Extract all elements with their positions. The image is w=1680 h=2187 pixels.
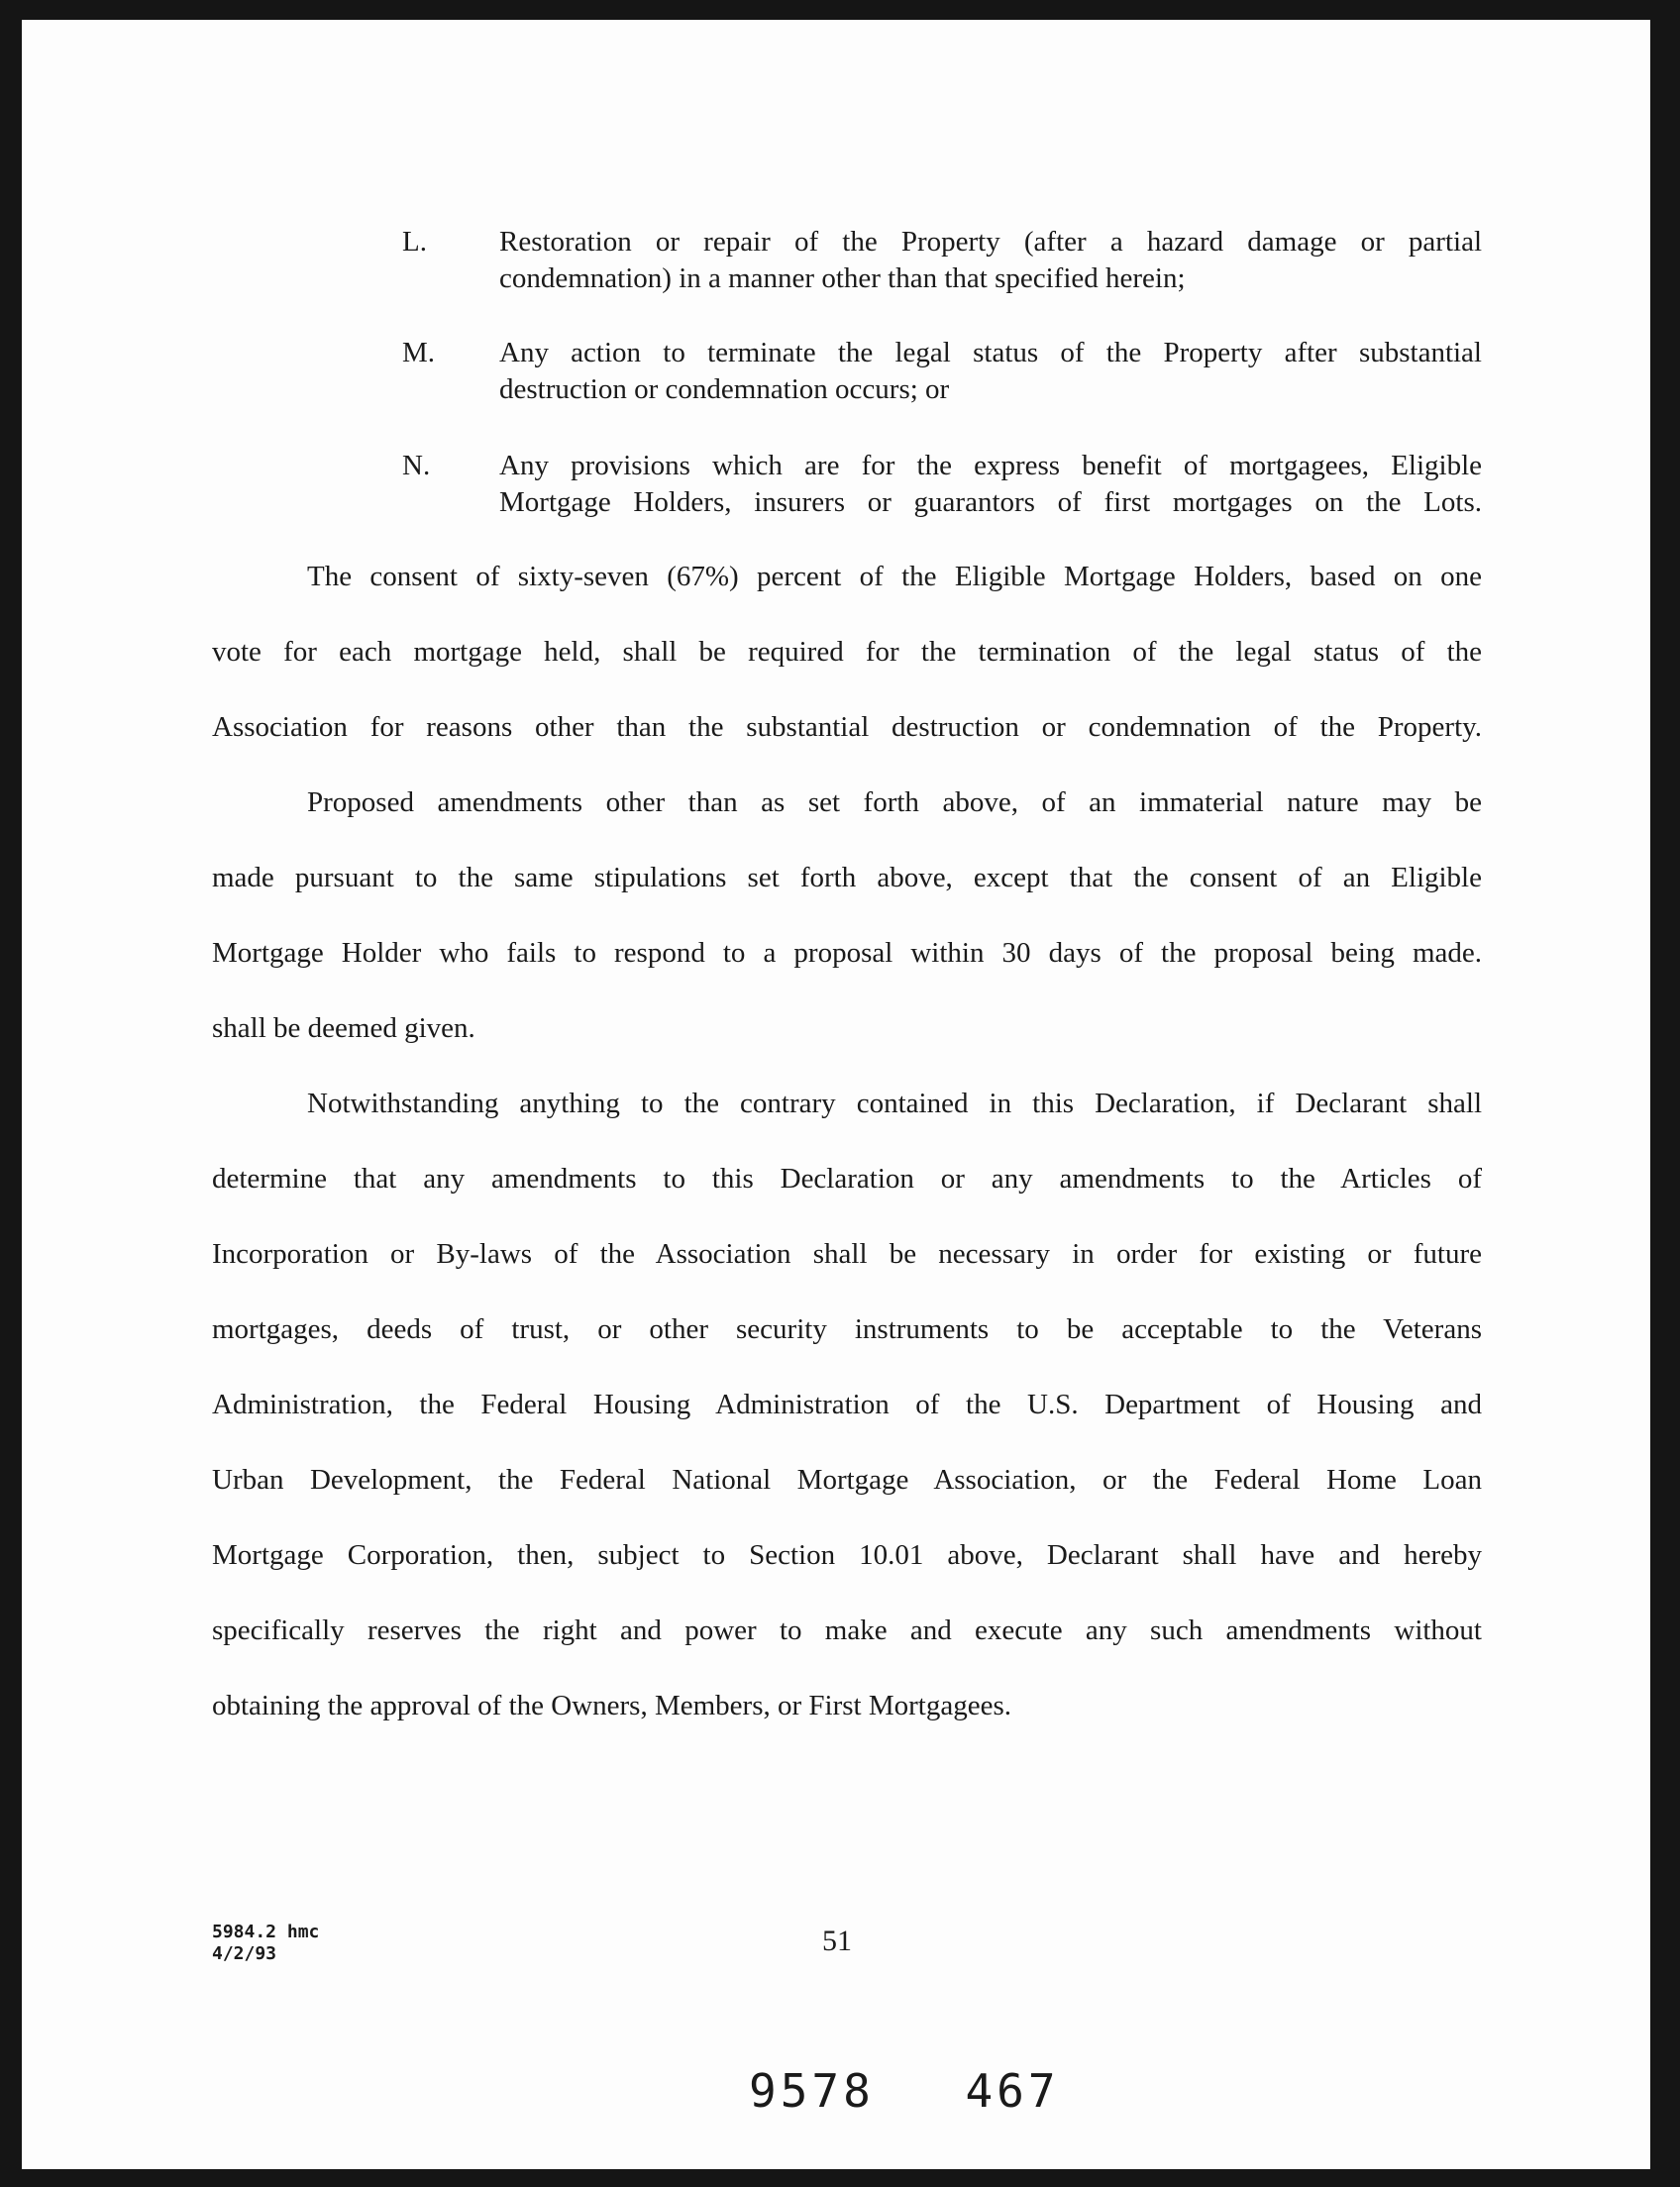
item-text xyxy=(499,224,1482,297)
doc-number-part-a: 9578 xyxy=(749,2064,875,2118)
item-line: destruction or condemnation occurs; or xyxy=(499,373,950,405)
paragraph-line: The consent of sixty-seven (67%) percent of the Eligible Mortgage Holders, based on one xyxy=(307,561,1482,592)
paragraph-line: mortgages, deeds of trust, or other security instruments to be acceptable to the Veterans xyxy=(212,1313,1482,1345)
paragraph-line: Notwithstanding anything to the contrary contained in this Declaration, if Declarant shall xyxy=(307,1088,1482,1119)
paragraph-line: determine that any amendments to this Declaration or any amendments to the Articles of xyxy=(212,1163,1482,1195)
paragraph-line: Mortgage Holder who fails to respond to a proposal within 30 days of the proposal being made. xyxy=(212,937,1482,969)
item-line: Any action to terminate the legal status of the Property after substantial xyxy=(499,337,1482,368)
page-number: 51 xyxy=(822,1925,852,1957)
item-line: condemnation) in a manner other than that specified herein; xyxy=(499,262,1186,294)
item-letter: L. xyxy=(402,226,427,258)
paragraph-line: Incorporation or By-laws of the Association shall be necessary in order for existing or future xyxy=(212,1238,1482,1270)
scan-border-right xyxy=(1648,0,1680,2187)
paragraph-line: Urban Development, the Federal National Mortgage Association, or the Federal Home Loan xyxy=(212,1464,1482,1496)
file-date: 4/2/93 xyxy=(212,1943,277,1964)
item-text xyxy=(499,448,1482,521)
paragraph-line: made pursuant to the same stipulations set forth above, except that the consent of an Eligible xyxy=(212,862,1482,893)
document-number xyxy=(749,2064,1060,2118)
item-line: Mortgage Holders, insurers or guarantors of first mortgages on the Lots. xyxy=(499,486,1482,518)
paragraph-line: vote for each mortgage held, shall be required for the termination of the legal status of the xyxy=(212,636,1482,668)
item-letter: M. xyxy=(402,337,436,368)
paragraph-line: obtaining the approval of the Owners, Members, or First Mortgagees. xyxy=(212,1690,1011,1721)
document-page xyxy=(22,20,1650,2169)
doc-number-part-b: 467 xyxy=(965,2064,1060,2118)
scan-border-left xyxy=(0,0,22,2187)
file-reference xyxy=(212,1922,319,1965)
item-line: Any provisions which are for the express benefit of mortgagees, Eligible xyxy=(499,450,1482,481)
paragraph-line: Proposed amendments other than as set forth above, of an immaterial nature may be xyxy=(307,786,1482,818)
scan-border-top xyxy=(0,0,1680,20)
paragraph-line: shall be deemed given. xyxy=(212,1012,475,1044)
item-text xyxy=(499,335,1482,408)
item-letter: N. xyxy=(402,450,431,481)
paragraph-line: specifically reserves the right and power to make and execute any such amendments without xyxy=(212,1614,1482,1646)
paragraph-line: Association for reasons other than the substantial destruction or condemnation of the Property. xyxy=(212,711,1482,743)
item-line: Restoration or repair of the Property (after a hazard damage or partial xyxy=(499,226,1482,258)
file-code: 5984.2 hmc xyxy=(212,1922,320,1942)
paragraph-line: Administration, the Federal Housing Administration of the U.S. Department of Housing and xyxy=(212,1389,1482,1420)
paragraph-line: Mortgage Corporation, then, subject to Section 10.01 above, Declarant shall have and hereby xyxy=(212,1539,1482,1571)
